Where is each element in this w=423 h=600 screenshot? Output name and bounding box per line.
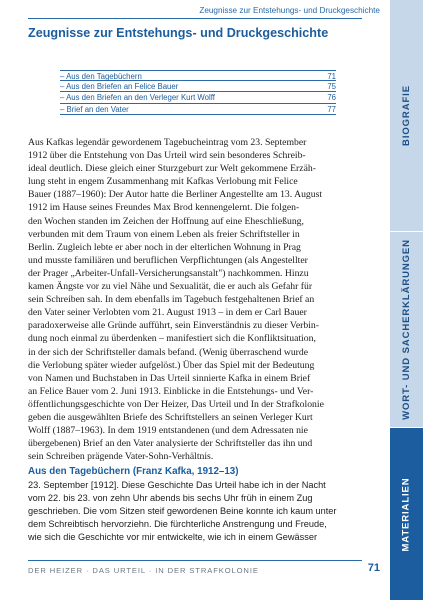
text-line: sein Schreiben sah. In dem ebenfalls im Tagebuch festgehaltenen Brief an — [28, 294, 315, 306]
text-line: die Verlobung später wieder aufgelöst.) Über das Spiel mit der Bedeutung — [28, 359, 315, 371]
toc-entry-page: 75 — [327, 82, 336, 92]
text-line: sein Schreiben prägende Vater-Sohn-Verhältnis. — [28, 451, 214, 463]
text-line: verbunden mit dem Traum von einem Leben als freier Schriftsteller in — [28, 228, 300, 240]
diary-excerpt — [28, 479, 362, 544]
header-rule — [28, 18, 362, 19]
text-line: in der sich der Schriftsteller damals befand. (Wenig überraschend wurde — [28, 346, 309, 358]
toc-entry[interactable] — [60, 104, 336, 115]
text-line: vom 22. bis 23. von zehn Uhr abends bis sechs Uhr früh in einem Zug — [28, 493, 313, 504]
text-line: dung noch einmal zu überdenken – manifestiert sich die Konfliktsituation, — [28, 333, 316, 345]
text-line: den Wochen standen im Zeichen der Hoffnung auf eine Eheschließung, — [28, 215, 304, 227]
excerpt-heading: Aus den Tagebüchern (Franz Kafka, 1912–13) — [28, 466, 239, 477]
toc-entry-page: 76 — [327, 93, 336, 103]
text-line: Bauer (1887–1960): Der Autor hatte die Berliner Angestellte am 13. August — [28, 189, 323, 201]
toc-entry-page: 77 — [327, 104, 336, 114]
text-line: Wolff (1887–1963). In dem 1919 entstandenen (und dem Adressaten nie — [28, 425, 308, 437]
footer-book-titles: DER HEIZER · DAS URTEIL · IN DER STRAFKOLONIE — [28, 566, 259, 575]
text-line: kamen Ängste vor zu viel Nähe und Sexualität, die er auch als Gefahr für — [28, 281, 313, 293]
sidebar-tab-biografie[interactable] — [390, 0, 423, 232]
text-line: geben die ausgewählten Briefe des Schriftstellers an seinen Verleger Kurt — [28, 411, 313, 423]
text-line: öffentlichungsgeschichte von Der Heizer, Das Urteil und In der Strafkolonie — [28, 398, 324, 410]
toc-entry-label: – Aus den Tagebüchern — [60, 72, 142, 81]
sidebar-tab-label: WORT- UND SACHERKLÄRUNGEN — [401, 239, 413, 420]
section-title: Zeugnisse zur Entstehungs- und Druckgeschichte — [28, 26, 329, 40]
text-line: geschrieben. Die vom Sitzen steif gewordenen Beine konnte ich kaum unter — [28, 506, 337, 517]
toc-entry[interactable] — [60, 92, 336, 103]
text-line: an Felice Bauer vom 2. Juni 1913. Einblicke in die Entstehungs- und Ver- — [28, 385, 314, 397]
text-line: lung steht in engem Zusammenhang mit Kafkas Verlobung mit Felice — [28, 176, 298, 188]
sidebar-tab-label: MATERIALIEN — [401, 476, 413, 552]
sidebar-tab-wort-und-sacherklaerungen[interactable] — [390, 232, 423, 428]
text-line: der Prager „Arbeiter-Unfall-Versicherungsanstalt") nachkommen. Hinzu — [28, 267, 309, 279]
toc-entry-label: – Aus den Briefen an den Verleger Kurt Wolff — [60, 93, 215, 103]
sidebar-tab-label: BIOGRAFIE — [401, 85, 413, 146]
text-line: 23. September [1912]. Diese Geschichte Das Urteil habe ich in der Nacht — [28, 480, 326, 490]
page-number: 71 — [367, 562, 380, 574]
text-line: 1912 im Hause seines Freundes Max Brod kennengelernt. Die folgen- — [28, 202, 300, 214]
table-of-contents — [60, 70, 336, 115]
toc-entry-label: – Aus den Briefen an Felice Bauer — [60, 82, 179, 92]
text-line: und musste familiären und beruflichen Verpflichtungen (als Angestellter — [28, 254, 308, 266]
text-line: Aus Kafkas legendär gewordenem Tagebucheintrag vom 23. September — [28, 137, 307, 148]
toc-entry[interactable] — [60, 81, 336, 92]
running-head: Zeugnisse zur Entstehungs- und Druckgeschichte — [199, 6, 380, 15]
text-line: den Vater seiner Verlobten vom 21. August 1913 – in dem er Carl Bauer — [28, 307, 307, 319]
toc-entry-label: – Brief an den Vater — [60, 104, 129, 114]
toc-entry[interactable] — [60, 70, 336, 81]
text-line: paradoxerweise alle Gründe aufführt, sein Einverständnis zu dieser Verbin- — [28, 320, 319, 332]
footer-rule — [28, 560, 362, 561]
text-line: 1912 über die Entstehung von Das Urteil wird sein besonderes Schreib- — [28, 150, 306, 162]
section-sidebar — [390, 0, 423, 600]
text-line: wie sich die Geschichte vor mir entwickelte, wie ich in einem Gewässer — [28, 532, 318, 543]
text-line: ideal deutlich. Diese gleich einer Sturzgeburt zur Welt gekommene Erzäh- — [28, 163, 316, 175]
intro-paragraph — [28, 136, 362, 463]
toc-entry-page: 71 — [327, 72, 336, 81]
text-line: von Namen und Buchstaben in Das Urteil sinnierte Kafka in einem Brief — [28, 372, 311, 384]
sidebar-tab-materialien[interactable] — [390, 428, 423, 600]
text-line: Berlin. Zugleich lebte er aber noch in der elterlichen Wohnung in Prag — [28, 241, 301, 253]
text-line: übergebenen) Brief an den Vater analysierte der Schriftsteller das ihn und — [28, 438, 313, 450]
text-line: dem Schreibtisch hervorziehn. Die fürchterliche Anstrengung und Freude, — [28, 519, 327, 530]
